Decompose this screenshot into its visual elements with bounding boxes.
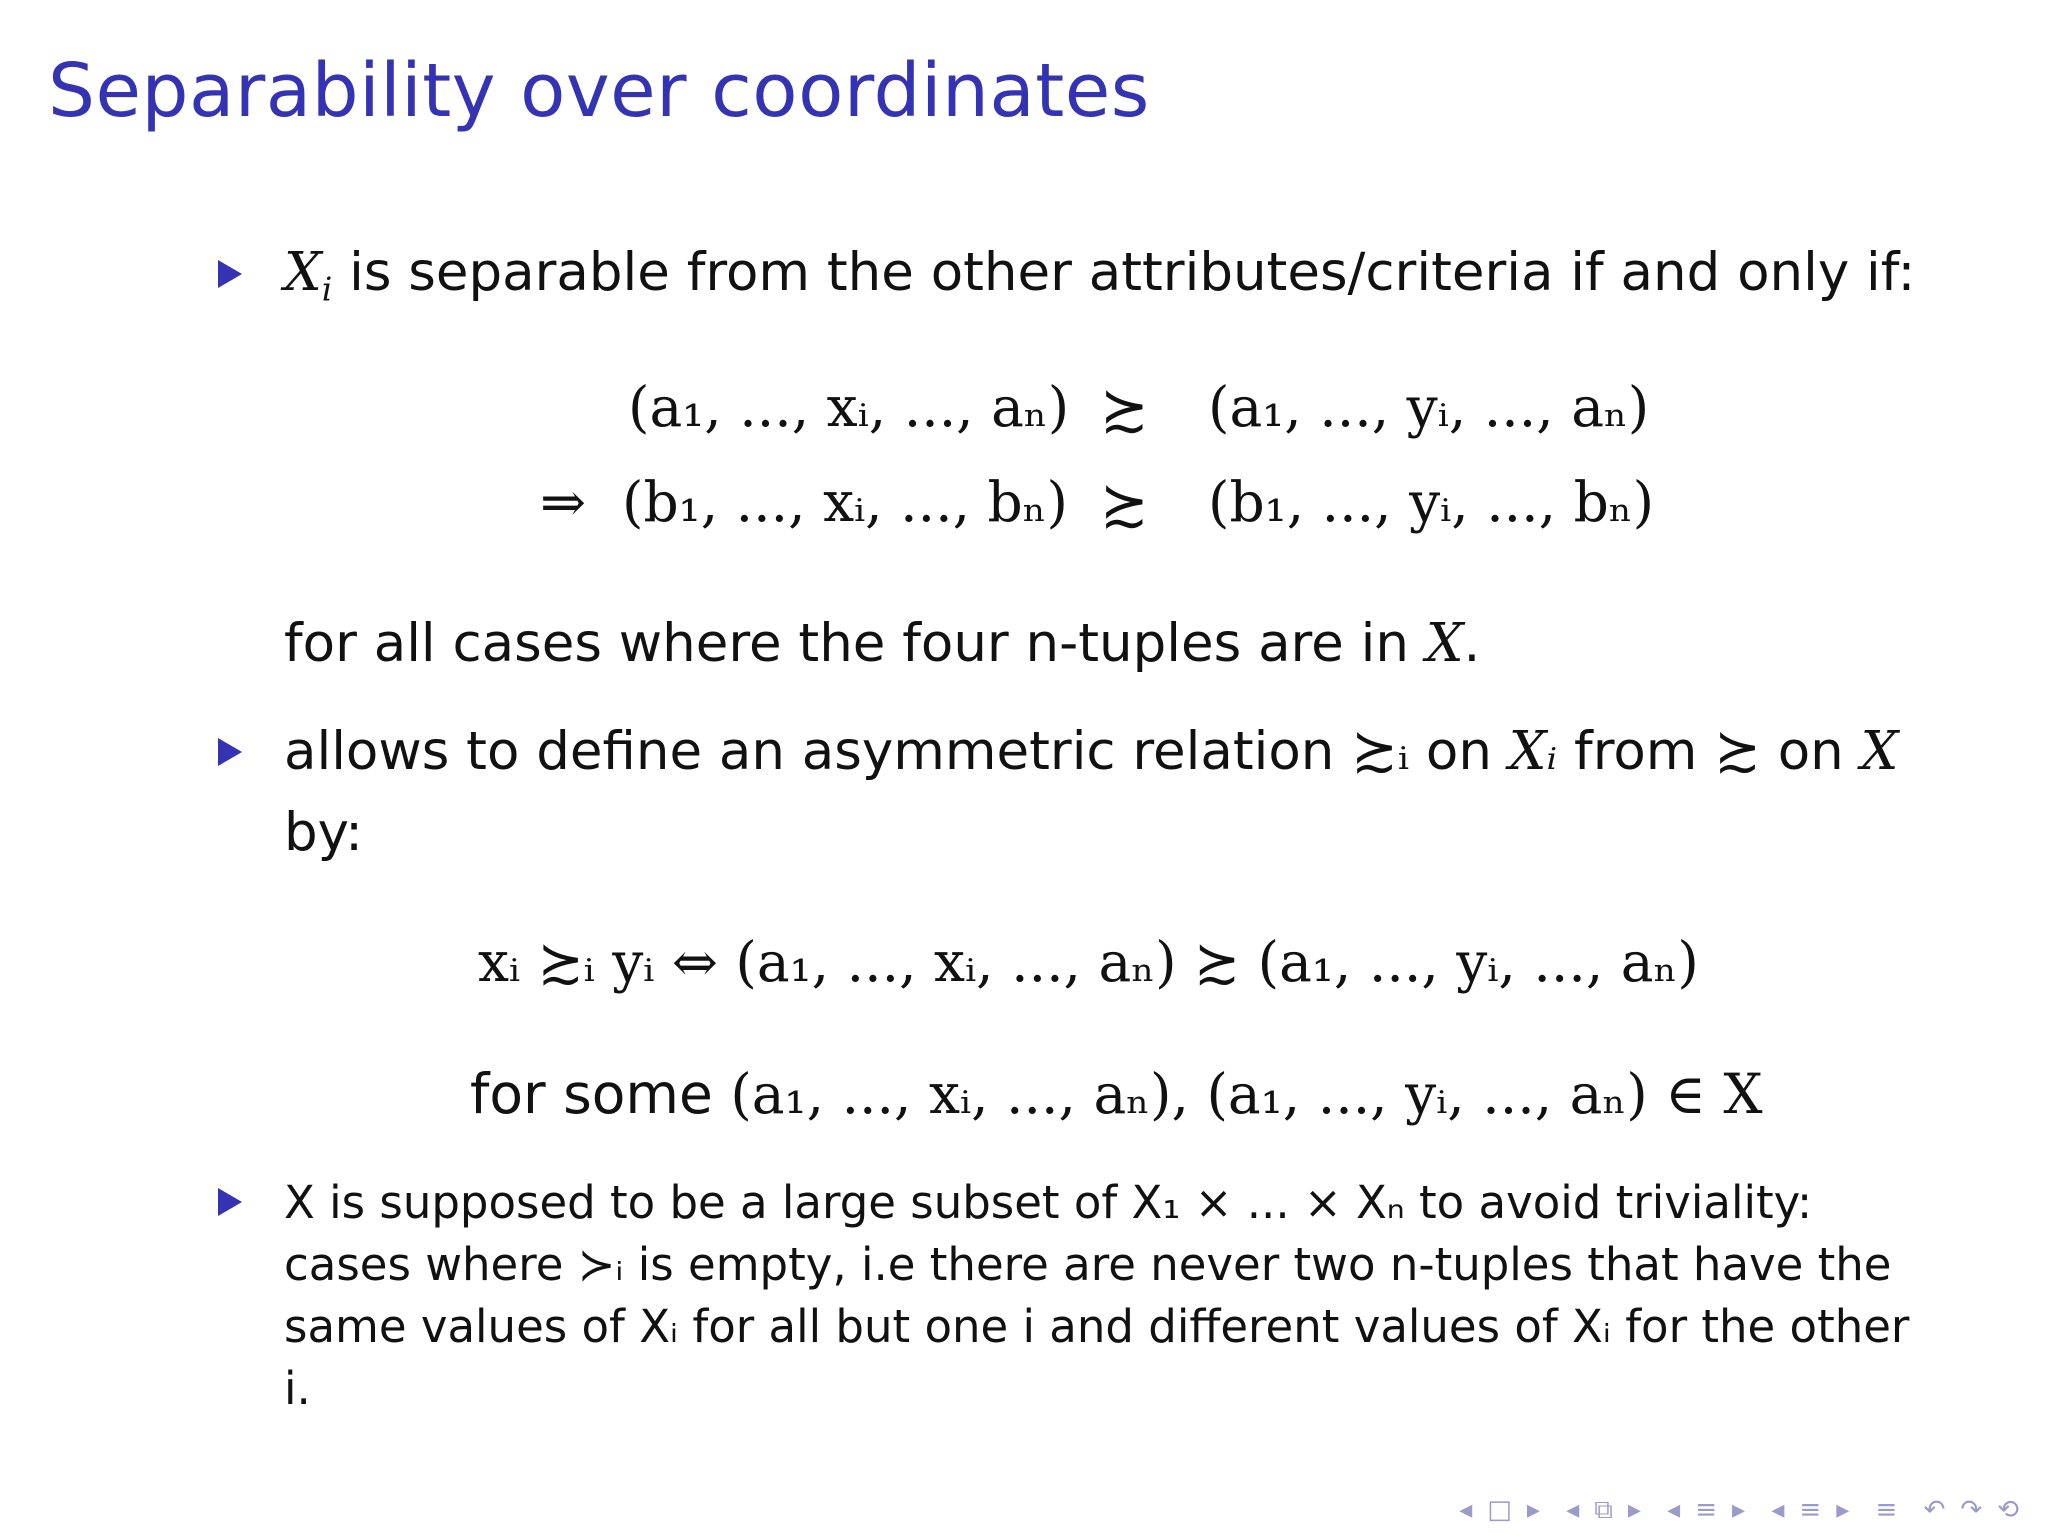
- nav-prev-section-icon[interactable]: ◂: [1667, 1495, 1684, 1525]
- implies-icon: ⇒: [540, 470, 587, 534]
- nav-prev-frame-icon[interactable]: ◂: [1459, 1495, 1476, 1525]
- bullet-1-text: [284, 232, 1915, 314]
- nav-doc-icon[interactable]: ≡: [1799, 1495, 1825, 1525]
- nav-next-subsection-icon[interactable]: ▸: [1627, 1495, 1644, 1525]
- nav-subsection-icon[interactable]: ⧉: [1594, 1495, 1616, 1525]
- bullet-2-on-2: on: [1760, 721, 1861, 782]
- equation-line-2-rhs: [1208, 470, 1654, 534]
- bullet-2-text: [284, 710, 1898, 793]
- nav-back-icon[interactable]: ↶: [1923, 1495, 1949, 1525]
- bullet-1-sentence: is separable from the other attributes/criteria if and only if:: [332, 242, 1916, 303]
- for-some-label: for some: [470, 1062, 713, 1126]
- bullet-triangle-icon: [218, 738, 242, 766]
- beamer-navigation-bar: [1453, 1495, 2028, 1526]
- equation-line-2-prefix: [540, 470, 586, 534]
- succeq-i-icon: ≿ᵢ: [1351, 718, 1410, 783]
- bullet-2-by: by:: [284, 802, 364, 863]
- equation-line-2: [622, 470, 1068, 534]
- nav-search-icon[interactable]: ⟲: [1997, 1495, 2022, 1525]
- equation-line-1: [628, 375, 1069, 439]
- nav-prev-subsection-icon[interactable]: ◂: [1566, 1495, 1583, 1525]
- eq3: xᵢ ≿ᵢ yᵢ ⇔ (a₁, ..., xᵢ, ..., aₙ) ≿ (a₁, ..., yᵢ, ..., aₙ): [478, 930, 1699, 994]
- nav-section-icon[interactable]: ≡: [1695, 1495, 1721, 1525]
- var-x: X: [1860, 721, 1899, 782]
- equation-line-1-rhs: [1208, 375, 1649, 439]
- bullet-2-sentence-a: allows to define an asymmetric relation: [284, 721, 1352, 782]
- nav-appendix-icon[interactable]: ≡: [1875, 1495, 1901, 1525]
- eq1-rhs: (a₁, ..., yᵢ, ..., aₙ): [1208, 375, 1650, 439]
- bullet-3-line-4: i.: [284, 1362, 311, 1415]
- equation-line-4: [470, 1062, 1763, 1126]
- eq2-rhs: (b₁, ..., yᵢ, ..., bₙ): [1208, 470, 1655, 534]
- nav-frame-icon[interactable]: □: [1487, 1495, 1515, 1525]
- succeq-icon: ≿: [1100, 470, 1149, 538]
- eq2-lhs: (b₁, ..., xᵢ, ..., bₙ): [622, 470, 1069, 534]
- for-some-expr: (a₁, ..., xᵢ, ..., aₙ), (a₁, ..., yᵢ, ..., aₙ) ∈ X: [730, 1062, 1763, 1126]
- var-x: X: [284, 242, 322, 303]
- bullet-triangle-icon: [218, 260, 242, 288]
- bullet-1-after: [284, 603, 1480, 685]
- equation-line-1-rel: [1100, 375, 1148, 443]
- bullet-triangle-icon: [218, 1188, 242, 1216]
- equation-line-2-rel: [1100, 470, 1148, 538]
- nav-next-doc-icon[interactable]: ▸: [1836, 1495, 1853, 1525]
- equation-line-3: [478, 930, 1699, 994]
- var-x: X: [1425, 613, 1464, 674]
- bullet-3-line-1: X is supposed to be a large subset of X₁ × ... × Xₙ to avoid triviality:: [284, 1176, 1813, 1229]
- nav-next-frame-icon[interactable]: ▸: [1526, 1495, 1543, 1525]
- nav-next-section-icon[interactable]: ▸: [1732, 1495, 1749, 1525]
- nav-forward-icon[interactable]: ↷: [1960, 1495, 1986, 1525]
- subscript-i: i: [321, 269, 333, 309]
- succeq-icon: ≿: [1714, 718, 1761, 783]
- bullet-2-on: on: [1409, 721, 1509, 782]
- bullet-3-line-2: cases where ≻ᵢ is empty, i.e there are never two n-tuples that have the: [284, 1238, 1892, 1291]
- bullet-2-text-cont: [284, 792, 363, 874]
- after-text: for all cases where the four n-tuples are in: [284, 613, 1426, 674]
- nav-prev-doc-icon[interactable]: ◂: [1771, 1495, 1788, 1525]
- bullet-2-from: from: [1557, 721, 1715, 782]
- succeq-icon: ≿: [1100, 375, 1149, 443]
- eq1-lhs: (a₁, ..., xᵢ, ..., aₙ): [628, 375, 1070, 439]
- var-xi: Xᵢ: [1508, 721, 1558, 782]
- period: .: [1463, 613, 1481, 674]
- bullet-3-line-3: same values of Xᵢ for all but one i and different values of Xᵢ for the other: [284, 1300, 1910, 1353]
- slide-title: Separability over coordinates: [48, 48, 1150, 134]
